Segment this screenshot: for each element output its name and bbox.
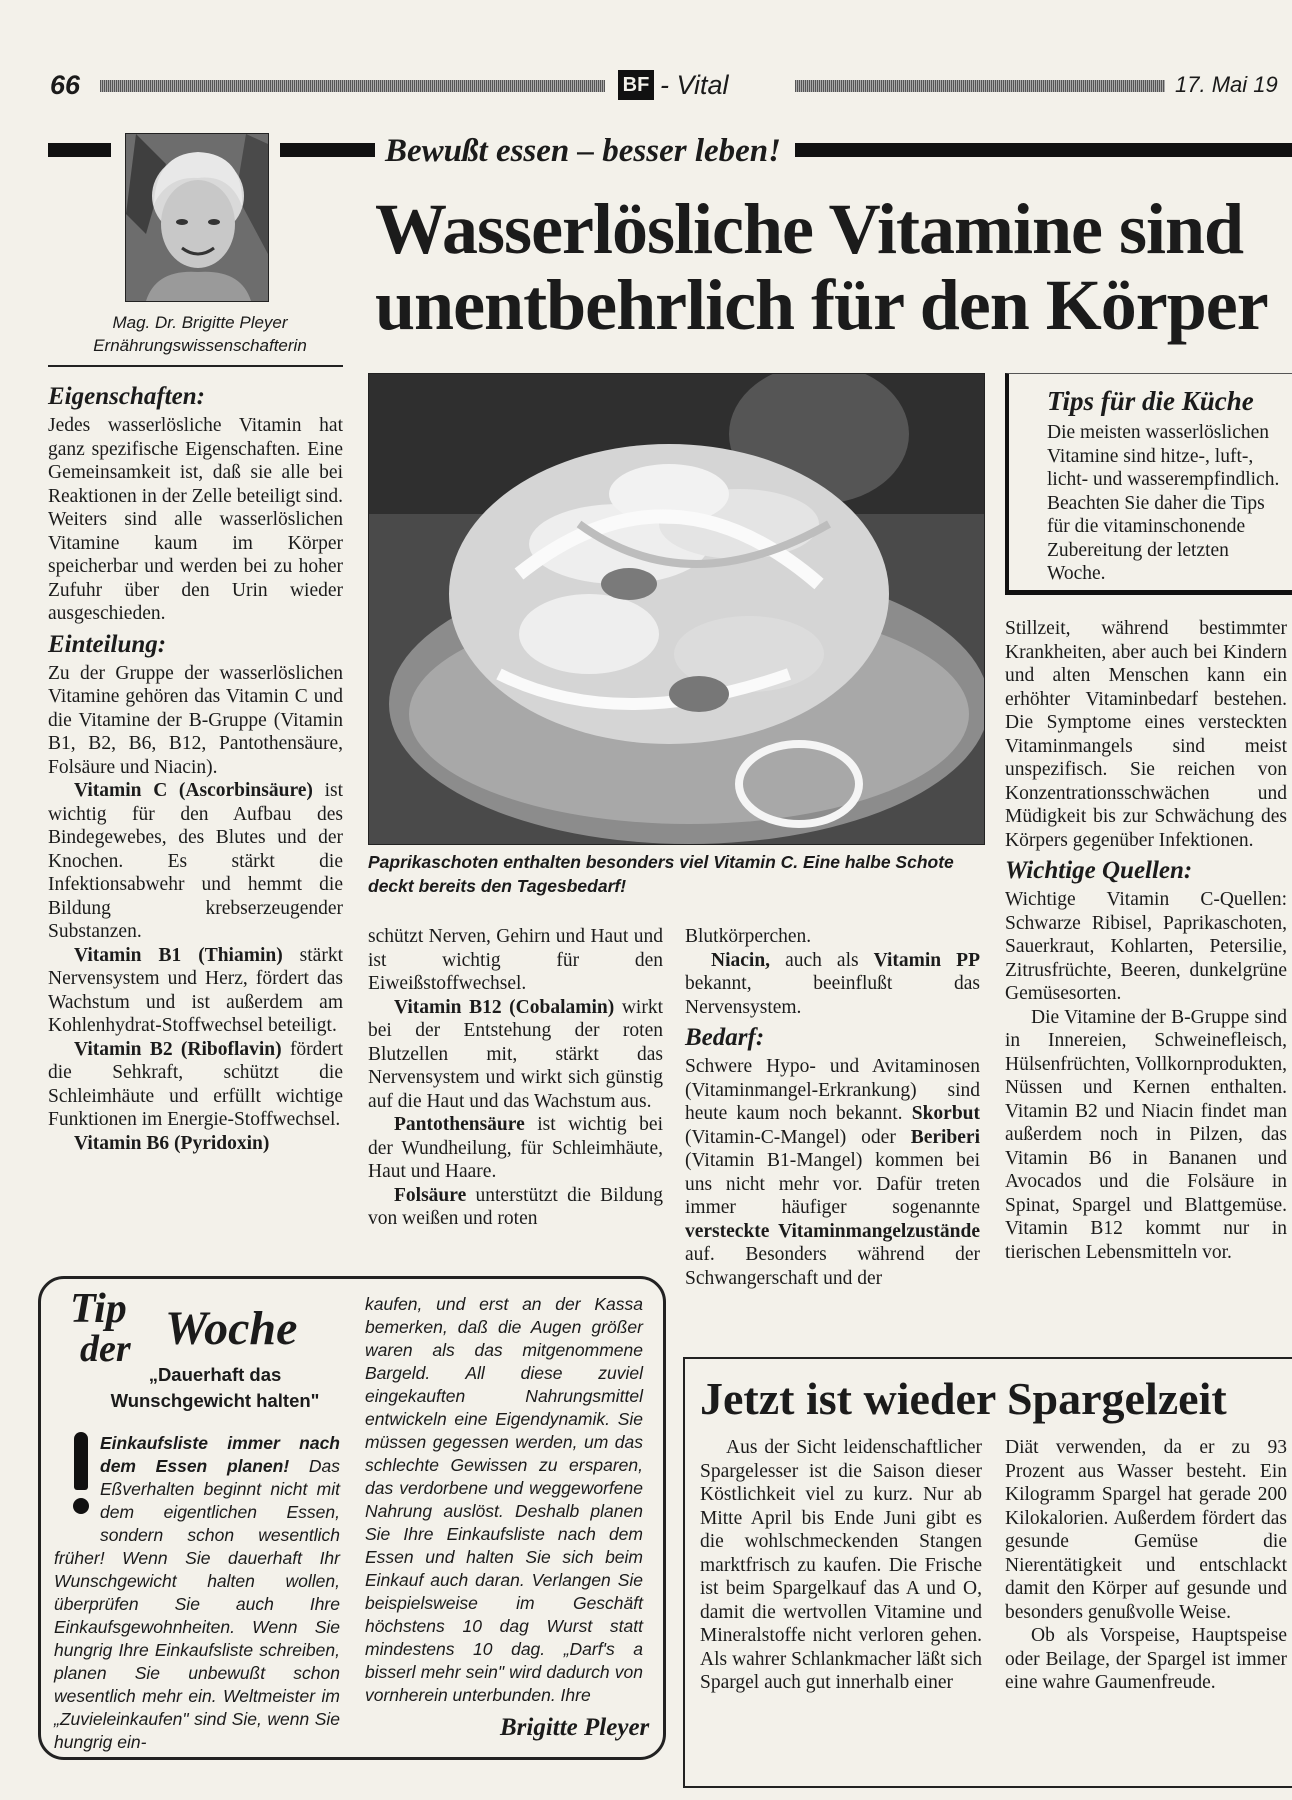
paragraph-eigenschaften: Jedes wasserlösliche Vitamin hat ganz spezifische Eigenschaften. Eine Gemeinsamkeit ist, daß sie alle bei Reaktionen in der Zelle beteiligt sind. Weiters sind alle wasserlöslichen Vitamine kaum im Körper speicherbar und werden bei zu hoher Zufuhr über den Urin wieder ausgeschieden. xyxy=(48,415,343,624)
author-bar-right xyxy=(280,143,375,157)
page-number: 66 xyxy=(50,70,81,100)
section-logo xyxy=(618,70,654,100)
vitamin-b2-text: fördert die Sehkraft, schützt die Schleimhäute und erfüllt wichtige Funktionen im Energie-Stoffwechsel. xyxy=(48,1038,343,1130)
bedarf-text-1: Schwere Hypo- und Avitaminosen (Vitaminmangel-Erkrankung) sind heute kaum noch bekannt. xyxy=(685,1056,980,1124)
paragraph-einteilung: Zu der Gruppe der wasserlöslichen Vitamine gehören das Vitamin C und die Vitamine der B-Gruppe (Vitamin B1, B2, B6, B12, Pantothensäure, Folsäure und Niacin). xyxy=(48,662,343,778)
paragraph-pantothensaeure xyxy=(368,1113,663,1184)
column-4 xyxy=(1005,617,1287,1264)
vitamin-b6-label: Vitamin B6 (Pyridoxin) xyxy=(74,1132,270,1154)
headline-line-2: unentbehrlich für den Körper xyxy=(375,265,1268,345)
niacin-text: bekannt, beeinflußt das Nervensystem. xyxy=(685,973,980,1018)
tip-subtitle-line-2: Wunschgewicht halten" xyxy=(110,1390,320,1411)
kicker: Bewußt essen – besser leben! xyxy=(385,133,781,169)
author-name: Mag. Dr. Brigitte Pleyer xyxy=(112,313,288,332)
column-2 xyxy=(368,925,663,1231)
photo-caption-line-2: deckt bereits den Tagesbedarf! xyxy=(368,876,627,896)
subheading-bedarf: Bedarf: xyxy=(685,1024,765,1051)
vitamin-b2-label: Vitamin B2 (Riboflavin) xyxy=(74,1038,282,1060)
tips-box-text: Die meisten wasserlöslichen Vitamine sind hitze-, luft-, licht- und wasserempfindlich. Beachten Sie daher die Tips für die vitaminschonende Zubereitung der letzten Woche. xyxy=(1047,422,1280,584)
tip-subtitle-line-1: „Dauerhaft das xyxy=(148,1364,282,1385)
spargel-column-left xyxy=(700,1436,982,1695)
spargel-column-right xyxy=(1005,1436,1287,1695)
headline-line-1: Wasserlösliche Vitamine sind xyxy=(375,189,1244,269)
paragraph-b6-text: schützt Nerven, Gehirn und Haut und ist wichtig für den Eiweißstoffwechsel. xyxy=(368,926,663,994)
versteckte-mangel-label: versteckte Vitaminmangelzustände xyxy=(685,1220,980,1242)
tip-subtitle xyxy=(80,1362,350,1414)
paragraph-niacin xyxy=(685,949,980,1020)
subheading-einteilung: Einteilung: xyxy=(48,630,167,658)
spargel-right-text-2: Ob als Vorspeise, Hauptspeise oder Beilage, der Spargel ist immer eine wahre Gaumenfreude. xyxy=(1005,1625,1287,1693)
tip-float-spacer xyxy=(54,1432,100,1537)
column-3 xyxy=(685,925,980,1290)
salad-photo xyxy=(368,373,985,845)
niacin-label: Niacin, xyxy=(711,949,771,971)
author-photo xyxy=(125,133,269,302)
niacin-mid: auch als xyxy=(770,949,874,971)
photo-caption xyxy=(368,850,998,898)
vitamin-b1-label: Vitamin B1 (Thiamin) xyxy=(74,944,283,966)
author-divider xyxy=(48,365,343,367)
issue-date: 17. Mai 19 xyxy=(1175,72,1278,97)
bedarf-text-2: (Vitamin-C-Mangel) oder xyxy=(685,1126,911,1148)
spargel-headline: Jetzt ist wieder Spargelzeit xyxy=(700,1373,1227,1424)
column-1 xyxy=(48,378,343,1155)
subheading-quellen: Wichtige Quellen: xyxy=(1005,857,1193,884)
kicker-bar xyxy=(795,143,1292,157)
beriberi-label: Beriberi xyxy=(910,1126,980,1148)
paragraph-vitamin-b2 xyxy=(48,1038,343,1132)
tip-signature: Brigitte Pleyer xyxy=(500,1714,650,1741)
tip-script-woche: Woche xyxy=(165,1302,298,1355)
paragraph-stillzeit: Stillzeit, während bestimmter Krankheiten, aber auch bei Kindern und alten Menschen kann ein erhöhter Vitaminbedarf bestehen. Die Symptome eines versteckten Vitaminmangels sind meist unspezifisch. Sie reichen von Konzentrationsschwächen und Müdigkeit bis zur Schwächung des Körpers gegenüber Infektionen. xyxy=(1005,618,1287,851)
tip-text-right: kaufen, und erst an der Kassa bemerken, daß die Augen größer waren als das mitgenommene Bargeld. All diese zuviel eingekauften Nahrungsmittel entwickeln eine Eigendynamik. Sie müssen gegessen werden, um das schlechte Gewissen zu ersparen, das verdorbene und weggeworfene Nahrung auslöst. Deshalb planen Sie Ihre Einkaufsliste nach dem Essen und halten Sie sich beim Einkauf auch daran. Verlangen Sie beispielsweise im Geschäft höchstens 10 dag Wurst statt mindestens 10 dag. „Darf's a bisserl mehr sein" wird dadurch von vornherein unterbunden. Ihre xyxy=(365,1294,643,1705)
paragraph-blutkoerperchen: Blutkörperchen. xyxy=(685,926,812,947)
folsaeure-label: Folsäure xyxy=(394,1184,467,1206)
spargel-right-text-1: Diät verwenden, da er zu 93 Prozent aus Wasser besteht. Ein Kilogramm Spargel hat gerade 200 Kilokalorien. Außerdem fördert das gesunde Gemüse die Nierentätigkeit und entschlackt damit den Körper auf gesunde und besonders genußvolle Weise. xyxy=(1005,1437,1287,1623)
vitamin-b12-label: Vitamin B12 (Cobalamin) xyxy=(394,996,615,1018)
tip-text-left-body: Das Eßverhalten beginnt nicht mit dem eigentlichen Essen, sondern schon wesentlich früher! Wenn Sie dauerhaft Ihr Wunschgewicht halten wollen, überprüfen Sie auch Ihre Einkaufsgewohnheiten. Wenn Sie hungrig Ihre Einkaufsliste schreiben, planen Sie unbewußt schon wesentlich mehr ein. Weltmeister im „Zuvieleinkaufen" sind Sie, wenn Sie hungrig ein- xyxy=(54,1456,340,1752)
tip-bold-lead: Einkaufsliste immer nach dem Essen planen! xyxy=(100,1433,340,1476)
author-bar-left xyxy=(48,143,111,157)
tips-box-title: Tips für die Küche xyxy=(1047,386,1254,416)
skorbut-label: Skorbut xyxy=(911,1103,980,1124)
section-label: - Vital xyxy=(660,70,729,100)
folsaeure-text: unterstützt die Bildung von weißen und roten xyxy=(368,1184,663,1229)
pantothensaeure-label: Pantothensäure xyxy=(394,1114,525,1135)
header-rule-left xyxy=(100,80,605,92)
paragraph-folsaeure xyxy=(368,1184,663,1231)
niacin-pp-label: Vitamin PP xyxy=(873,949,980,971)
bedarf-text-4: auf. Besonders während der Schwangerschaft und der xyxy=(685,1244,980,1289)
tips-box xyxy=(1005,373,1292,595)
tip-text-left xyxy=(54,1432,340,1754)
paragraph-vitamin-b12 xyxy=(368,996,663,1114)
author-role: Ernährungswissenschafterin xyxy=(93,336,307,355)
paragraph-bedarf xyxy=(685,1055,980,1290)
subheading-eigenschaften: Eigenschaften: xyxy=(48,383,205,410)
tip-script-der: der xyxy=(80,1328,131,1370)
logo-text: BF xyxy=(622,74,650,96)
bedarf-text-3: (Vitamin B1-Mangel) kommen bei uns nicht mehr vor. Dafür treten immer häufiger sogenannte xyxy=(685,1150,980,1218)
paragraph-quellen-b: Die Vitamine der B-Gruppe sind in Innereien, Schweinefleisch, Hülsenfrüchten, Vollkornprodukten, Nüssen und Kernen enthalten. Vitamin B2 und Niacin findet man außerdem noch in Pilzen, das Vitamin B6 in Bananen und Avocados und die Folsäure in Spinat, Spargel und Blattgemüse. Vitamin B12 kommt nur in tierischen Lebensmitteln vor. xyxy=(1005,1006,1287,1263)
vitamin-b12-text: wirkt bei der Entstehung der roten Blutzellen mit, stärkt das Nervensystem und wirkt sich günstig auf die Haut und das Wachstum aus. xyxy=(368,996,663,1112)
vitamin-c-label: Vitamin C (Ascorbinsäure) xyxy=(74,780,313,801)
paragraph-vitamin-c xyxy=(48,779,343,944)
vitamin-b1-text: stärkt Nervensystem und Herz, fördert das Wachstum und ist außerdem am Kohlenhydrat-Stoffwechsel beteiligt. xyxy=(48,944,343,1036)
tip-script-tip: Tip xyxy=(70,1286,127,1332)
photo-caption-line-1: Paprikaschoten enthalten besonders viel Vitamin C. Eine halbe Schote xyxy=(368,852,954,872)
spargel-left-text: Aus der Sicht leidenschaftlicher Spargelesser ist die Saison dieser Köstlichkeit viel zu kurz. Nur ab Mitte April bis Ende Juni gibt es die wohlschmeckenden Stangen marktfrisch zu kaufen. Die Frische ist beim Spargelkauf das A und O, damit die wertvollen Vitamine und Mineralstoffe nicht verloren gehen. Als wahrer Schlankmacher läßt sich Spargel auch gut innerhalb einer xyxy=(700,1437,982,1693)
header-rule-right xyxy=(795,80,1165,92)
paragraph-quellen-c: Wichtige Vitamin C-Quellen: Schwarze Ribisel, Paprikaschoten, Sauerkraut, Kohlarten, Petersilie, Zitrusfrüchte, Beeren, dunkelgrüne Gemüsesorten. xyxy=(1005,889,1287,1004)
pantothensaeure-text: ist wichtig bei der Wundheilung, für Schleimhäute, Haut und Haare. xyxy=(368,1114,663,1182)
paragraph-vitamin-b1 xyxy=(48,944,343,1038)
vitamin-c-text: ist wichtig für den Aufbau des Bindegewebes, des Blutes und der Knochen. Es stärkt die Infektionsabwehr und hemmt die Bildung krebserzeugender Substanzen. xyxy=(48,780,343,942)
paragraph-vitamin-b6 xyxy=(48,1132,343,1156)
